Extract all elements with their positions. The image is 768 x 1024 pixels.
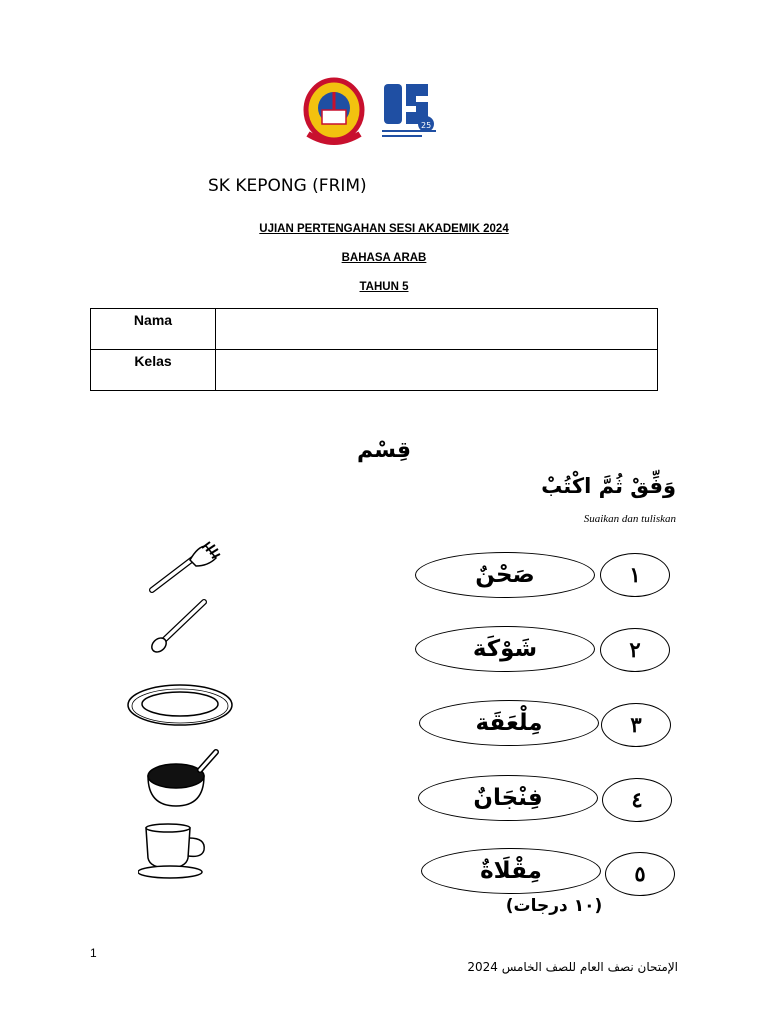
number-oval-4: ٤ — [602, 778, 672, 822]
number-oval-1: ١ — [600, 553, 670, 597]
school-logos — [300, 74, 440, 146]
instruction-malay: Suaikan dan tuliskan — [583, 513, 676, 525]
page-number: 1 — [90, 946, 97, 960]
frying-pan-icon — [142, 746, 222, 810]
program-logo-icon — [380, 80, 436, 138]
name-label: Nama — [91, 309, 216, 350]
marks-note: (١٠ درجات) — [505, 896, 603, 916]
word-oval-4: فِنْجَانٌ — [418, 775, 598, 821]
class-field[interactable] — [216, 350, 658, 391]
instruction-arabic: وَفِّقْ ثُمَّ اكْتُبْ — [541, 474, 676, 498]
number-oval-2: ٢ — [600, 628, 670, 672]
plate-icon — [126, 682, 234, 728]
word-oval-2: شَوْكَة — [415, 626, 595, 672]
cup-icon — [138, 822, 216, 882]
number-oval-3: ٣ — [601, 703, 671, 747]
word-oval-1: صَحْنٌ — [415, 552, 595, 598]
class-label: Kelas — [91, 350, 216, 391]
svg-text:25: 25 — [421, 121, 432, 130]
exam-title: UJIAN PERTENGAHAN SESI AKADEMIK 2024 — [259, 223, 509, 235]
section-title: قِسْم — [356, 438, 412, 463]
number-oval-5: ٥ — [605, 852, 675, 896]
school-name: SK KEPONG (FRIM) — [208, 176, 367, 196]
word-oval-5: مِقْلَاةٌ — [421, 848, 601, 894]
word-oval-3: مِلْعَقَة — [419, 700, 599, 746]
school-crest-icon — [306, 80, 362, 142]
fork-icon — [148, 540, 222, 596]
footer-text: الإمتحان نصف العام للصف الخامس 2024 — [467, 960, 678, 974]
name-field[interactable] — [216, 309, 658, 350]
subject-title: BAHASA ARAB — [341, 252, 427, 264]
year-title: TAHUN 5 — [359, 281, 409, 293]
student-info-table — [90, 308, 658, 391]
spoon-icon — [148, 598, 210, 656]
